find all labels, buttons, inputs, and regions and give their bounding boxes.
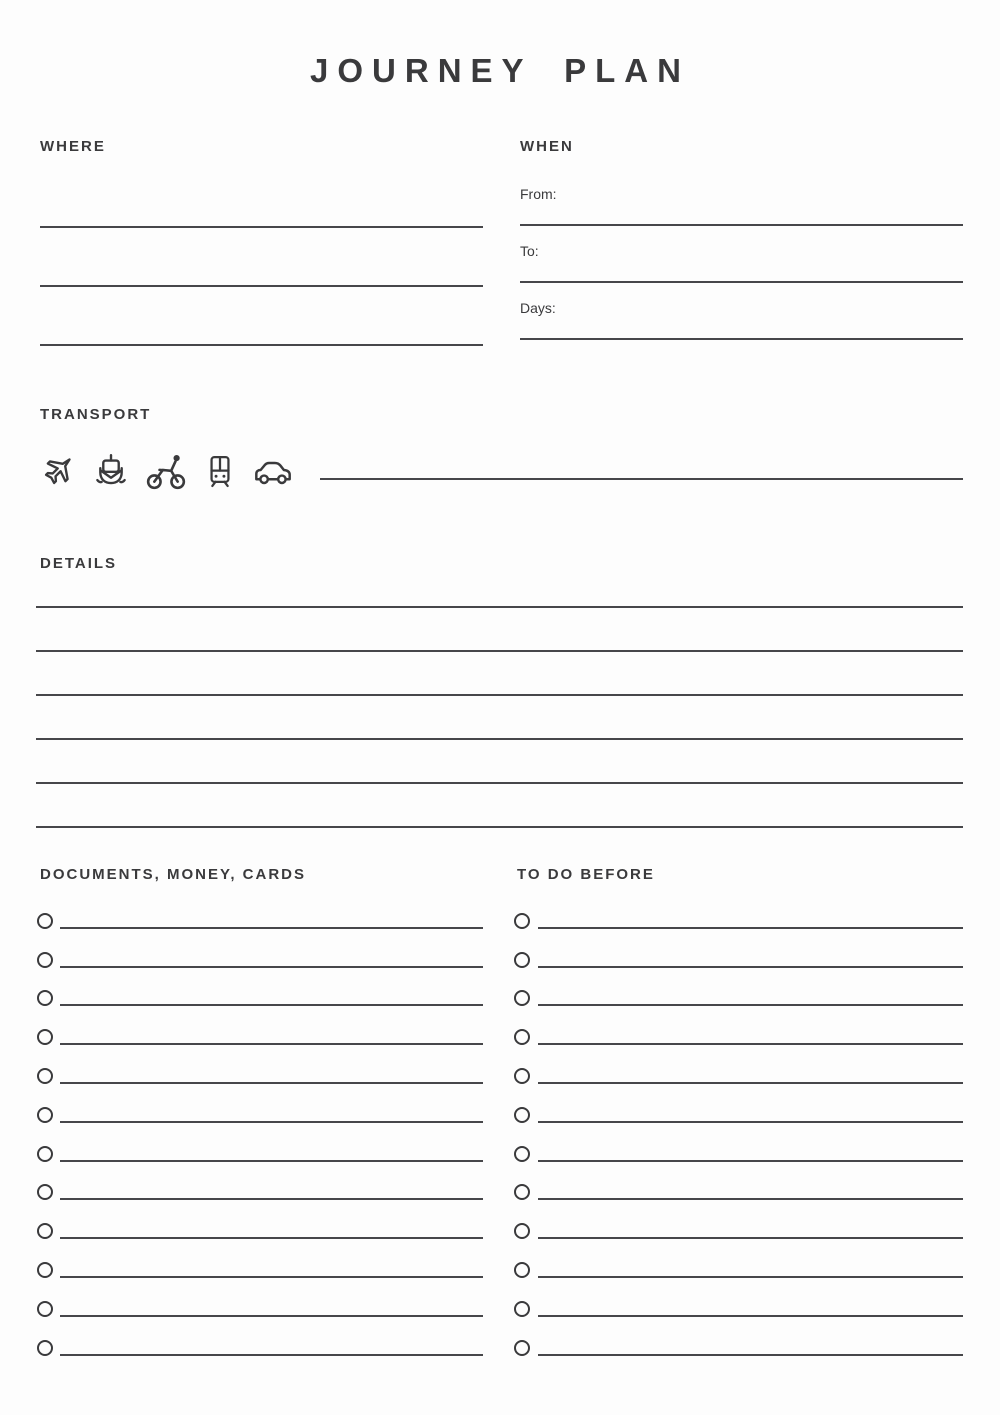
checklist-row [513, 970, 963, 1009]
checkbox-circle-icon[interactable] [514, 913, 530, 929]
checklist-row [513, 1319, 963, 1358]
checklist-row [36, 892, 483, 931]
checkbox-circle-icon[interactable] [37, 1107, 53, 1123]
checklist-row [36, 1241, 483, 1280]
checkbox-circle-icon[interactable] [37, 1262, 53, 1278]
days-label: Days: [520, 300, 556, 316]
from-label: From: [520, 186, 557, 202]
where-heading: WHERE [40, 138, 106, 155]
checkbox-circle-icon[interactable] [37, 1068, 53, 1084]
checklist-row [513, 1047, 963, 1086]
checklist-write-in-line[interactable] [60, 1121, 483, 1123]
checklist-write-in-line[interactable] [538, 1043, 963, 1045]
checkbox-circle-icon[interactable] [37, 1029, 53, 1045]
checklist-write-in-line[interactable] [538, 1315, 963, 1317]
transport-section [40, 406, 963, 491]
ship-icon[interactable] [92, 449, 130, 491]
checklist-write-in-line[interactable] [538, 1276, 963, 1278]
documents-heading: DOCUMENTS, MONEY, CARDS [40, 866, 307, 883]
details-section [36, 555, 963, 828]
write-in-line[interactable] [40, 169, 483, 228]
transport-options [40, 449, 963, 491]
write-in-line[interactable] [36, 608, 963, 652]
when-fields [520, 169, 963, 340]
checkbox-circle-icon[interactable] [514, 1068, 530, 1084]
write-in-line[interactable] [36, 740, 963, 784]
where-lines [40, 169, 483, 346]
where-section [40, 138, 483, 346]
checklist-write-in-line[interactable] [60, 1198, 483, 1200]
checklist-write-in-line[interactable] [60, 1276, 483, 1278]
checklist-write-in-line[interactable] [538, 927, 963, 929]
checklist-row [513, 1241, 963, 1280]
checklist-write-in-line[interactable] [60, 1237, 483, 1239]
checklist-write-in-line[interactable] [60, 927, 483, 929]
checklist-row [36, 931, 483, 970]
checklist-write-in-line[interactable] [60, 1043, 483, 1045]
checklist-row [36, 1202, 483, 1241]
airplane-icon[interactable] [40, 449, 78, 491]
todo-before-heading: TO DO BEFORE [517, 866, 655, 883]
write-in-line[interactable] [40, 287, 483, 346]
checklist-write-in-line[interactable] [538, 1004, 963, 1006]
checkbox-circle-icon[interactable] [37, 1146, 53, 1162]
checkbox-circle-icon[interactable] [514, 1146, 530, 1162]
checkbox-circle-icon[interactable] [37, 1340, 53, 1356]
checklist-row [36, 1319, 483, 1358]
checklist-row [513, 1125, 963, 1164]
checklist-row [513, 931, 963, 970]
checklist-row [513, 1164, 963, 1203]
checkbox-circle-icon[interactable] [37, 1184, 53, 1200]
checkbox-circle-icon[interactable] [514, 1184, 530, 1200]
checklist-row [513, 1280, 963, 1319]
bicycle-icon[interactable] [144, 449, 188, 491]
checklist-write-in-line[interactable] [60, 966, 483, 968]
todo-before-section [513, 866, 963, 1358]
checklist-write-in-line[interactable] [538, 1198, 963, 1200]
checklist-write-in-line[interactable] [60, 1315, 483, 1317]
checklist-row [513, 1086, 963, 1125]
checklist-row [36, 1280, 483, 1319]
transport-heading: TRANSPORT [40, 406, 152, 423]
checkbox-circle-icon[interactable] [514, 1301, 530, 1317]
checklist-row [513, 892, 963, 931]
checklist-row [36, 1086, 483, 1125]
checkbox-circle-icon[interactable] [37, 1301, 53, 1317]
write-in-line[interactable] [36, 784, 963, 828]
to-label: To: [520, 243, 539, 259]
checklist-row [36, 1164, 483, 1203]
checkbox-circle-icon[interactable] [514, 1029, 530, 1045]
write-in-line[interactable] [36, 652, 963, 696]
when-section [520, 138, 963, 340]
when-field-days [520, 283, 963, 340]
checkbox-circle-icon[interactable] [37, 990, 53, 1006]
checklist-write-in-line[interactable] [60, 1354, 483, 1356]
checklist-write-in-line[interactable] [538, 966, 963, 968]
car-icon[interactable] [252, 449, 294, 491]
checkbox-circle-icon[interactable] [514, 1223, 530, 1239]
checklist-write-in-line[interactable] [538, 1354, 963, 1356]
checklist-write-in-line[interactable] [538, 1082, 963, 1084]
documents-section [36, 866, 483, 1358]
checklist-row [36, 1047, 483, 1086]
checklist-write-in-line[interactable] [538, 1121, 963, 1123]
checkbox-circle-icon[interactable] [514, 1107, 530, 1123]
transport-input-line[interactable] [320, 478, 963, 480]
checklist-row [513, 1008, 963, 1047]
checkbox-circle-icon[interactable] [37, 952, 53, 968]
checkbox-circle-icon[interactable] [37, 1223, 53, 1239]
when-heading: WHEN [520, 138, 574, 155]
checklist-write-in-line[interactable] [538, 1237, 963, 1239]
when-field-from [520, 169, 963, 226]
write-in-line[interactable] [36, 564, 963, 608]
train-icon[interactable] [202, 449, 238, 491]
documents-rows [36, 892, 483, 1358]
days-input-line[interactable] [520, 338, 963, 340]
checklist-row [36, 1125, 483, 1164]
checklist-row [36, 1008, 483, 1047]
todo-before-rows [513, 892, 963, 1358]
checklist-write-in-line[interactable] [538, 1160, 963, 1162]
checkbox-circle-icon[interactable] [514, 952, 530, 968]
checkbox-circle-icon[interactable] [514, 990, 530, 1006]
checkbox-circle-icon[interactable] [514, 1340, 530, 1356]
checkbox-circle-icon[interactable] [514, 1262, 530, 1278]
checklist-row [36, 970, 483, 1009]
checklist-write-in-line[interactable] [60, 1004, 483, 1006]
write-in-line[interactable] [36, 696, 963, 740]
page-title: JOURNEY PLAN [310, 52, 690, 89]
details-heading: DETAILS [40, 555, 118, 572]
when-field-to [520, 226, 963, 283]
checklist-write-in-line[interactable] [60, 1082, 483, 1084]
checklist-row [513, 1202, 963, 1241]
checkbox-circle-icon[interactable] [37, 913, 53, 929]
checklist-write-in-line[interactable] [60, 1160, 483, 1162]
details-lines [36, 564, 963, 828]
write-in-line[interactable] [40, 228, 483, 287]
